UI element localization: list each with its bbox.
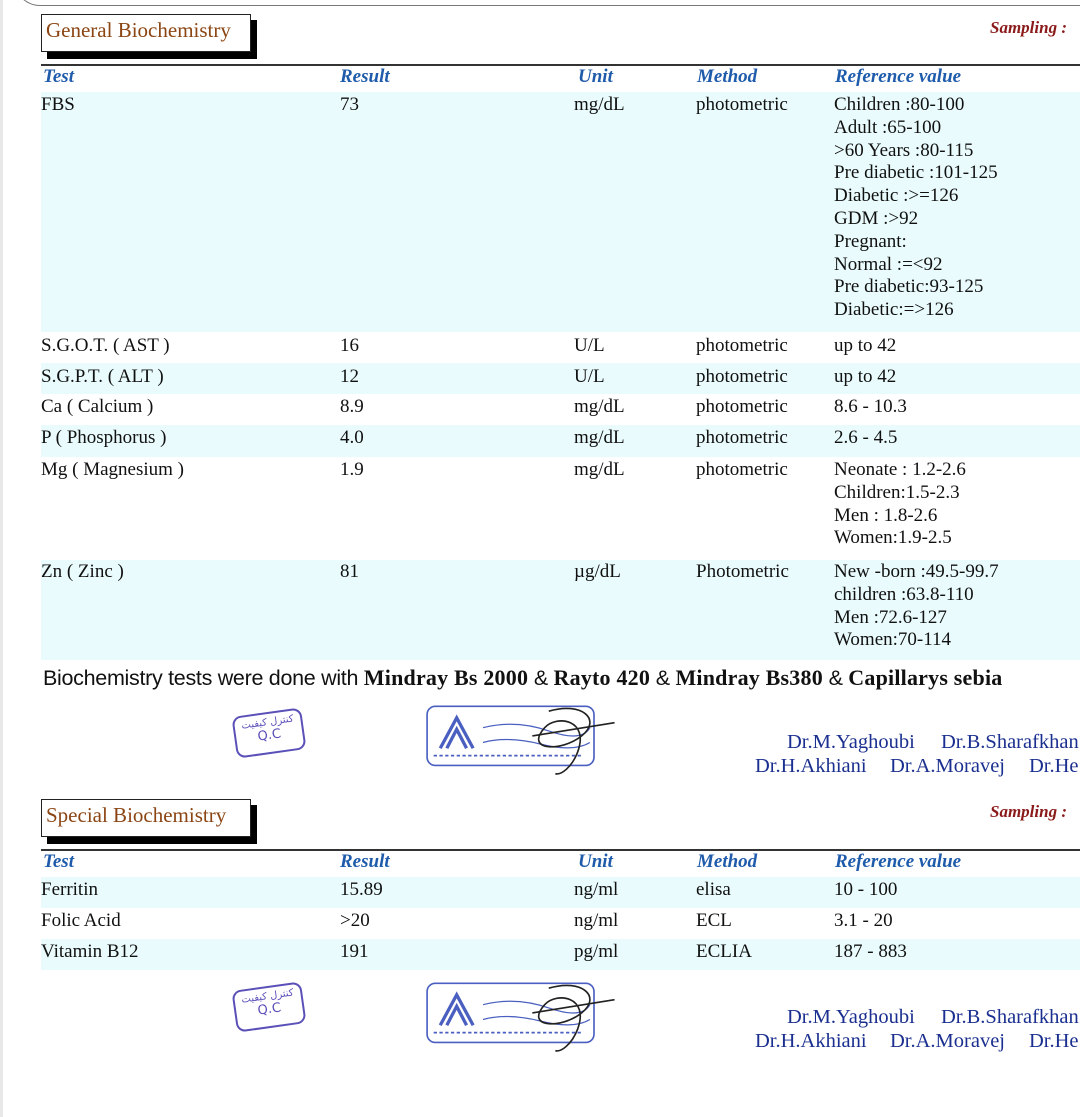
signature-stamp xyxy=(418,980,622,1054)
test-name: S.G.O.T. ( AST ) xyxy=(41,335,170,356)
test-unit: µg/dL xyxy=(574,561,621,582)
doctor-name: Dr.B.Sharafkhan xyxy=(941,1006,1079,1028)
test-method: ECLIA xyxy=(696,941,752,962)
reference-value: up to 42 xyxy=(834,366,897,387)
footnote-sep: & xyxy=(650,666,676,690)
test-name: P ( Phosphorus ) xyxy=(41,427,167,448)
section-title: Special Biochemistry xyxy=(41,799,251,837)
table-row xyxy=(41,394,1080,425)
doctor-name: Dr.H.Akhiani xyxy=(755,755,867,777)
reference-value: 187 - 883 xyxy=(834,941,907,962)
test-result: 12 xyxy=(340,366,359,387)
footnote-prefix: Biochemistry tests were done with xyxy=(43,666,364,690)
reference-value: up to 42 xyxy=(834,335,897,356)
doctor-name: Dr.M.Yaghoubi xyxy=(787,731,915,753)
section-title-box xyxy=(41,799,251,841)
page-edge xyxy=(0,0,3,1117)
reference-line: Children :80-100 xyxy=(834,94,965,115)
test-method: ECL xyxy=(696,910,732,931)
reference-line: Pre diabetic :101-125 xyxy=(834,162,998,184)
qc-stamp xyxy=(231,707,306,758)
qc-stamp-label: Q.C xyxy=(256,1000,282,1019)
doctor-name: Dr.A.Moravej xyxy=(890,1030,1006,1052)
reference-line: Diabetic:=>126 xyxy=(834,299,954,321)
col-header-method: Method xyxy=(697,66,758,87)
col-header-unit: Unit xyxy=(578,66,613,87)
test-method: photometric xyxy=(696,427,788,448)
test-method: elisa xyxy=(696,879,731,900)
test-name: Vitamin B12 xyxy=(41,941,139,962)
doctor-name: Dr.He xyxy=(1029,755,1079,777)
table-row xyxy=(41,363,1080,394)
reference-line: Children:1.5-2.3 xyxy=(834,481,960,503)
test-name: Zn ( Zinc ) xyxy=(41,561,124,582)
test-name: Ca ( Calcium ) xyxy=(41,396,154,417)
reference-line: >60 Years :80-115 xyxy=(834,139,974,161)
test-unit: ng/ml xyxy=(574,910,619,931)
reference-line: Men : 1.8-2.6 xyxy=(834,504,938,526)
reference-value: 2.6 - 4.5 xyxy=(834,427,898,448)
test-unit: mg/dL xyxy=(574,459,625,480)
col-header-reference: Reference value xyxy=(835,851,962,872)
doctor-name: Dr.A.Moravej xyxy=(890,755,1006,777)
instrument-name: Mindray Bs380 xyxy=(675,665,823,690)
test-unit: U/L xyxy=(574,366,605,387)
test-result: 4.0 xyxy=(340,427,364,448)
reference-line: Men :72.6-127 xyxy=(834,606,947,628)
instrument-name: Mindray Bs 2000 xyxy=(363,665,529,690)
sampling-label: Sampling : xyxy=(990,18,1067,37)
test-unit: ng/ml xyxy=(574,879,619,900)
doctor-name: Dr.M.Yaghoubi xyxy=(787,1006,915,1028)
col-header-test: Test xyxy=(43,851,74,872)
reference-value: 3.1 - 20 xyxy=(834,910,893,931)
table-row xyxy=(41,908,1080,939)
reference-line: Women:1.9-2.5 xyxy=(834,527,952,549)
test-result: 15.89 xyxy=(340,879,383,900)
instruments-footnote xyxy=(43,665,1002,691)
reference-line: Women:70-114 xyxy=(834,629,952,651)
test-result: >20 xyxy=(340,910,370,931)
test-result: 16 xyxy=(340,335,359,356)
test-method: photometric xyxy=(696,459,788,480)
table-row xyxy=(41,877,1080,908)
col-header-reference: Reference value xyxy=(835,66,962,87)
test-method: photometric xyxy=(696,366,788,387)
signature-stamp xyxy=(418,703,622,777)
qc-stamp-persian: کنترل کیفیت xyxy=(240,713,295,732)
test-name: Folic Acid xyxy=(41,910,121,931)
table-row xyxy=(41,92,1080,332)
test-unit: mg/dL xyxy=(574,427,625,448)
reference-line: Pregnant: xyxy=(834,230,907,252)
qc-stamp-label: Q.C xyxy=(256,726,282,745)
test-result: 73 xyxy=(340,94,359,115)
test-unit: pg/ml xyxy=(574,941,619,962)
table-row xyxy=(41,332,1080,363)
doctor-name: Dr.B.Sharafkhan xyxy=(941,731,1079,753)
test-method: photometric xyxy=(696,396,788,417)
instrument-name: Capillarys sebia xyxy=(848,665,1003,690)
section-title: General Biochemistry xyxy=(41,14,251,52)
reference-value xyxy=(834,459,966,550)
qc-stamp xyxy=(231,981,306,1032)
test-method: Photometric xyxy=(696,561,789,582)
reference-line: Neonate : 1.2-2.6 xyxy=(834,459,966,480)
page-border-curve xyxy=(14,0,1080,6)
qc-stamp-persian: کنترل کیفیت xyxy=(240,987,295,1006)
table-row xyxy=(41,560,1080,660)
col-header-result: Result xyxy=(340,66,390,87)
col-header-result: Result xyxy=(340,851,390,872)
reference-line: Diabetic :>=126 xyxy=(834,185,959,207)
reference-line: GDM :>92 xyxy=(834,207,919,229)
test-result: 1.9 xyxy=(340,459,364,480)
footnote-sep: & xyxy=(822,666,849,690)
doctor-name: Dr.H.Akhiani xyxy=(755,1030,867,1052)
table-row xyxy=(41,457,1080,560)
test-name: S.G.P.T. ( ALT ) xyxy=(41,366,164,387)
test-result: 191 xyxy=(340,941,369,962)
test-method: photometric xyxy=(696,335,788,356)
test-result: 81 xyxy=(340,561,359,582)
reference-line: Adult :65-100 xyxy=(834,116,942,138)
reference-line: children :63.8-110 xyxy=(834,583,974,605)
reference-value xyxy=(834,94,998,322)
test-unit: mg/dL xyxy=(574,396,625,417)
instrument-name: Rayto 420 xyxy=(553,665,651,690)
sampling-label: Sampling : xyxy=(990,802,1067,821)
doctor-name: Dr.He xyxy=(1029,1030,1079,1052)
table-row xyxy=(41,425,1080,457)
col-header-unit: Unit xyxy=(578,851,613,872)
test-unit: mg/dL xyxy=(574,94,625,115)
col-header-method: Method xyxy=(697,851,758,872)
test-name: FBS xyxy=(41,94,75,115)
reference-value xyxy=(834,561,999,652)
test-unit: U/L xyxy=(574,335,605,356)
reference-value: 8.6 - 10.3 xyxy=(834,396,907,417)
reference-value: 10 - 100 xyxy=(834,879,898,900)
col-header-test: Test xyxy=(43,66,74,87)
reference-line: Normal :=<92 xyxy=(834,253,943,275)
table-row xyxy=(41,939,1080,970)
reference-line: New -born :49.5-99.7 xyxy=(834,561,999,582)
test-method: photometric xyxy=(696,94,788,115)
test-name: Ferritin xyxy=(41,879,98,900)
reference-line: Pre diabetic:93-125 xyxy=(834,276,984,298)
section-title-box xyxy=(41,14,251,56)
test-result: 8.9 xyxy=(340,396,364,417)
test-name: Mg ( Magnesium ) xyxy=(41,459,185,480)
footnote-sep: & xyxy=(528,666,554,690)
